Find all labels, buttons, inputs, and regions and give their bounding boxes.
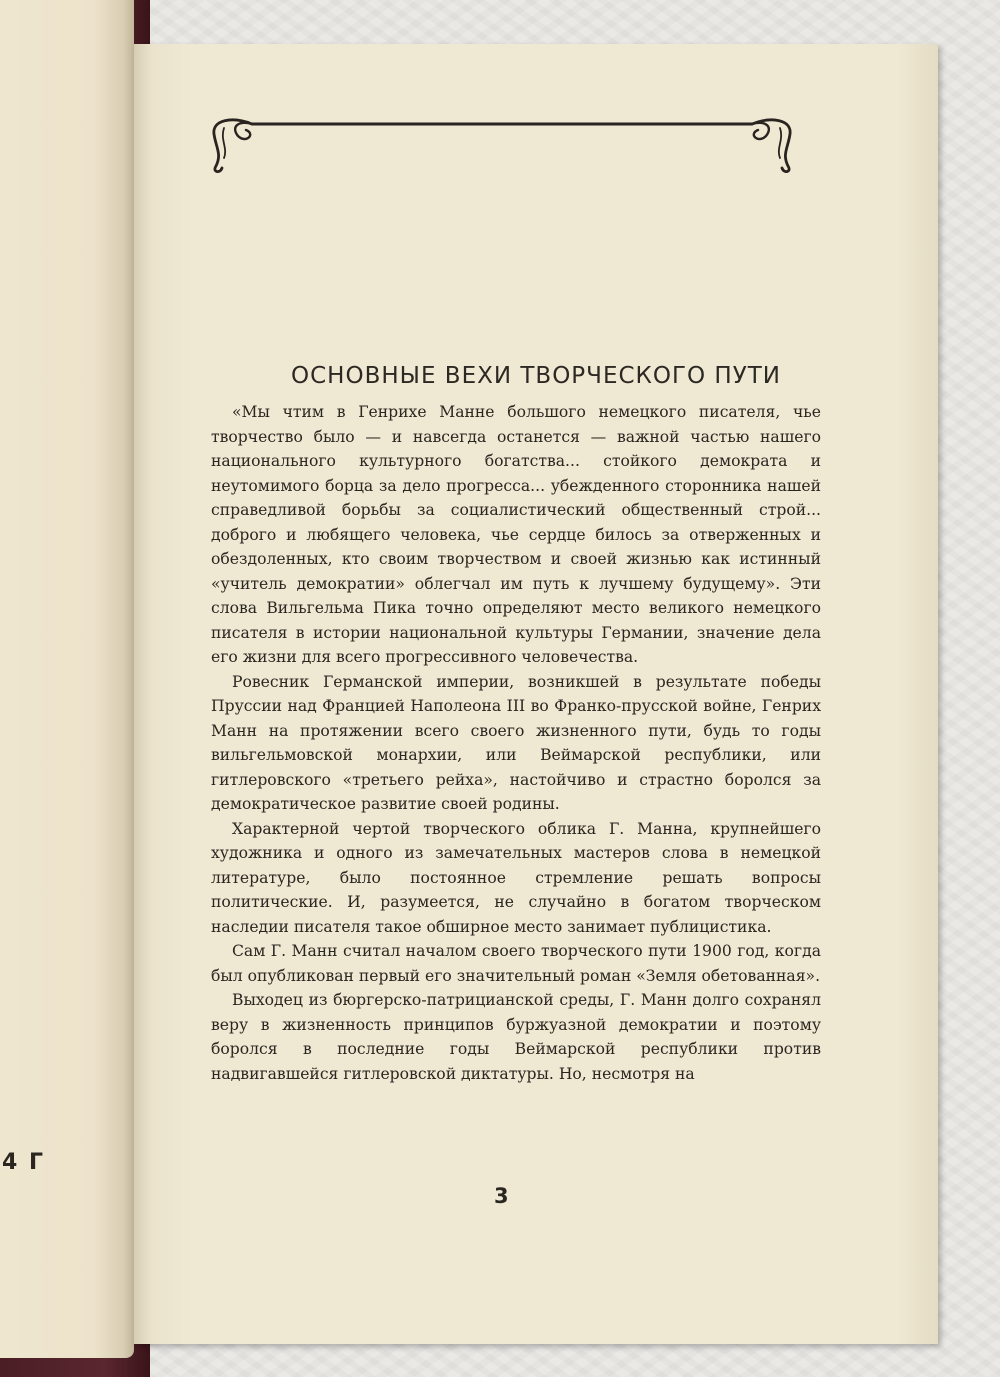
paragraph: «Мы чтим в Генрихе Манне большого немецкого писателя, чье творчество было — и навсегда останется — важной частью нашего национального культурного богатства... стойкого демократа и неутомимого борца за дело прогресса... убежденного сторонника нашей справедливой борьбы за социалистический общественный строй... доброго и любящего человека, чье сердце билось за отверженных и обездоленных, кто своим творчеством и своей жизнью как истинный «учитель демократии» облегчал им путь к лучшему будущему». Эти слова Вильгельма Пика точно определяют место великого немецкого писателя в истории национальной культуры Германии, значение дела его жизни для всего прогрессивного человечества. [211,403,821,666]
page-number: 3 [494,1184,509,1208]
book-page [134,44,938,1344]
paragraph: Характерной чертой творческого облика Г. Манна, крупнейшего художника и одного из замечательных мастеров слова в немецкой литературе, было постоянное стремление решать вопросы политические. И, разумеется, не случайно в богатом творческом наследии писателя такое обширное место занимает публицистика. [211,819,821,936]
chapter-title: ОСНОВНЫЕ ВЕХИ ТВОРЧЕСКОГО ПУТИ [291,363,781,390]
signature-mark: 4 Г [2,1150,45,1175]
body-text [211,400,821,1086]
ornament-icon [202,114,802,180]
paragraph: Сам Г. Манн считал началом своего творческого пути 1900 год, когда был опубликован первый его значительный роман «Земля обетованная». [211,942,821,985]
paragraph: Выходец из бюргерско-патрицианской среды, Г. Манн долго сохранял веру в жизненность принципов буржуазной демократии и поэтому боролся в последние годы Веймарской республики против надвигавшейся гитлеровской диктатуры. Но, несмотря на [211,991,821,1083]
paragraph: Ровесник Германской империи, возникшей в результате победы Пруссии над Францией Наполеона III во Франко-прусской войне, Генрих Манн на протяжении всего своего жизненного пути, будь то годы вильгельмовской монархии, или Веймарской республики, или гитлеровского «третьего рейха», настойчиво и страстно боролся за демократическое развитие своей родины. [211,672,821,813]
left-page [0,0,134,1358]
